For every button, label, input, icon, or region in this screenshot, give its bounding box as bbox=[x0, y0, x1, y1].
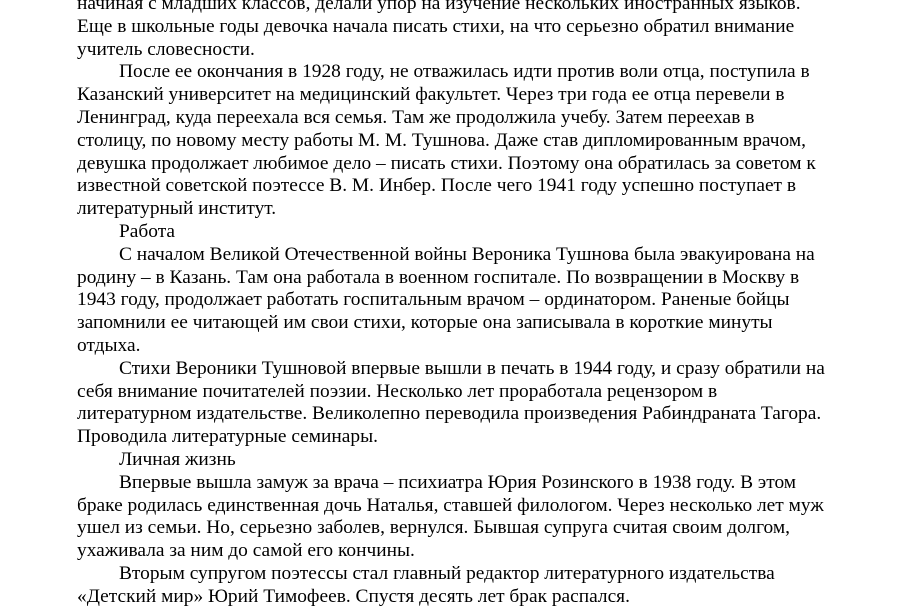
text-line: «Детский мир» Юрий Тимофеев. Спустя десять лет брак распался. bbox=[77, 585, 630, 607]
text-line: отдыха. bbox=[77, 335, 141, 356]
text-line: запомнили ее читающей им свои стихи, которые она записывала в короткие минуты bbox=[77, 312, 773, 334]
paragraph-first-line: С началом Великой Отечественной войны Вероника Тушнова была эвакуирована на bbox=[119, 243, 815, 265]
text-line: литературный институт. bbox=[77, 198, 277, 220]
paragraph-first-line: Вторым супругом поэтессы стал главный редактор литературного издательства bbox=[119, 563, 775, 584]
text-line: учитель словесности. bbox=[77, 38, 255, 60]
paragraph-first-line: После ее окончания в 1928 году, не отважилась идти против воли отца, поступила в bbox=[119, 61, 810, 83]
text-line: начиная с младших классов, делали упор на изучение нескольких иностранных языков. bbox=[77, 0, 801, 14]
paragraph-first-line: Впервые вышла замуж за врача – психиатра Юрия Розинского в 1938 году. В этом bbox=[119, 471, 797, 493]
text-line: ухаживала за ним до самой его кончины. bbox=[77, 540, 415, 562]
text-line: браке родилась единственная дочь Наталья, ставшей филологом. Через несколько лет муж bbox=[77, 494, 824, 516]
section-heading-work: Работа bbox=[119, 221, 176, 242]
text-line: ушел из семьи. Но, серьезно заболев, вернулся. Бывшая супруга считая своим долгом, bbox=[77, 517, 790, 539]
text-line: себя внимание почитателей поэзии. Несколько лет проработала рецензором в bbox=[77, 380, 718, 402]
text-line: 1943 году, продолжает работать госпитальным врачом – ординатором. Раненые бойцы bbox=[77, 289, 790, 311]
text-line: Казанский университет на медицинский факультет. Через три года ее отца перевели в bbox=[77, 84, 785, 106]
text-line: девушка продолжает любимое дело – писать стихи. Поэтому она обратилась за советом к bbox=[77, 152, 816, 174]
text-line: Ленинград, куда переехала вся семья. Там же продолжила учебу. Затем переехав в bbox=[77, 107, 755, 128]
text-line: известной советской поэтессе В. М. Инбер. После чего 1941 году успешно поступает в bbox=[77, 175, 797, 197]
text-line: Еще в школьные годы девочка начала писать стихи, на что серьезно обратил внимание bbox=[77, 15, 795, 37]
paragraph-first-line: Стихи Вероники Тушновой впервые вышли в печать в 1944 году, и сразу обратили на bbox=[119, 357, 825, 379]
text-line: литературном издательстве. Великолепно переводила произведения Рабиндраната Тагора. bbox=[77, 403, 822, 425]
section-heading-personal-life: Личная жизнь bbox=[119, 449, 236, 470]
text-line: Проводила литературные семинары. bbox=[77, 426, 378, 448]
text-line: столицу, по новому месту работы М. М. Тушнова. Даже став дипломированным врачом, bbox=[77, 129, 806, 151]
text-line: родину – в Казань. Там она работала в военном госпитале. По возвращении в Москву в bbox=[77, 266, 800, 288]
